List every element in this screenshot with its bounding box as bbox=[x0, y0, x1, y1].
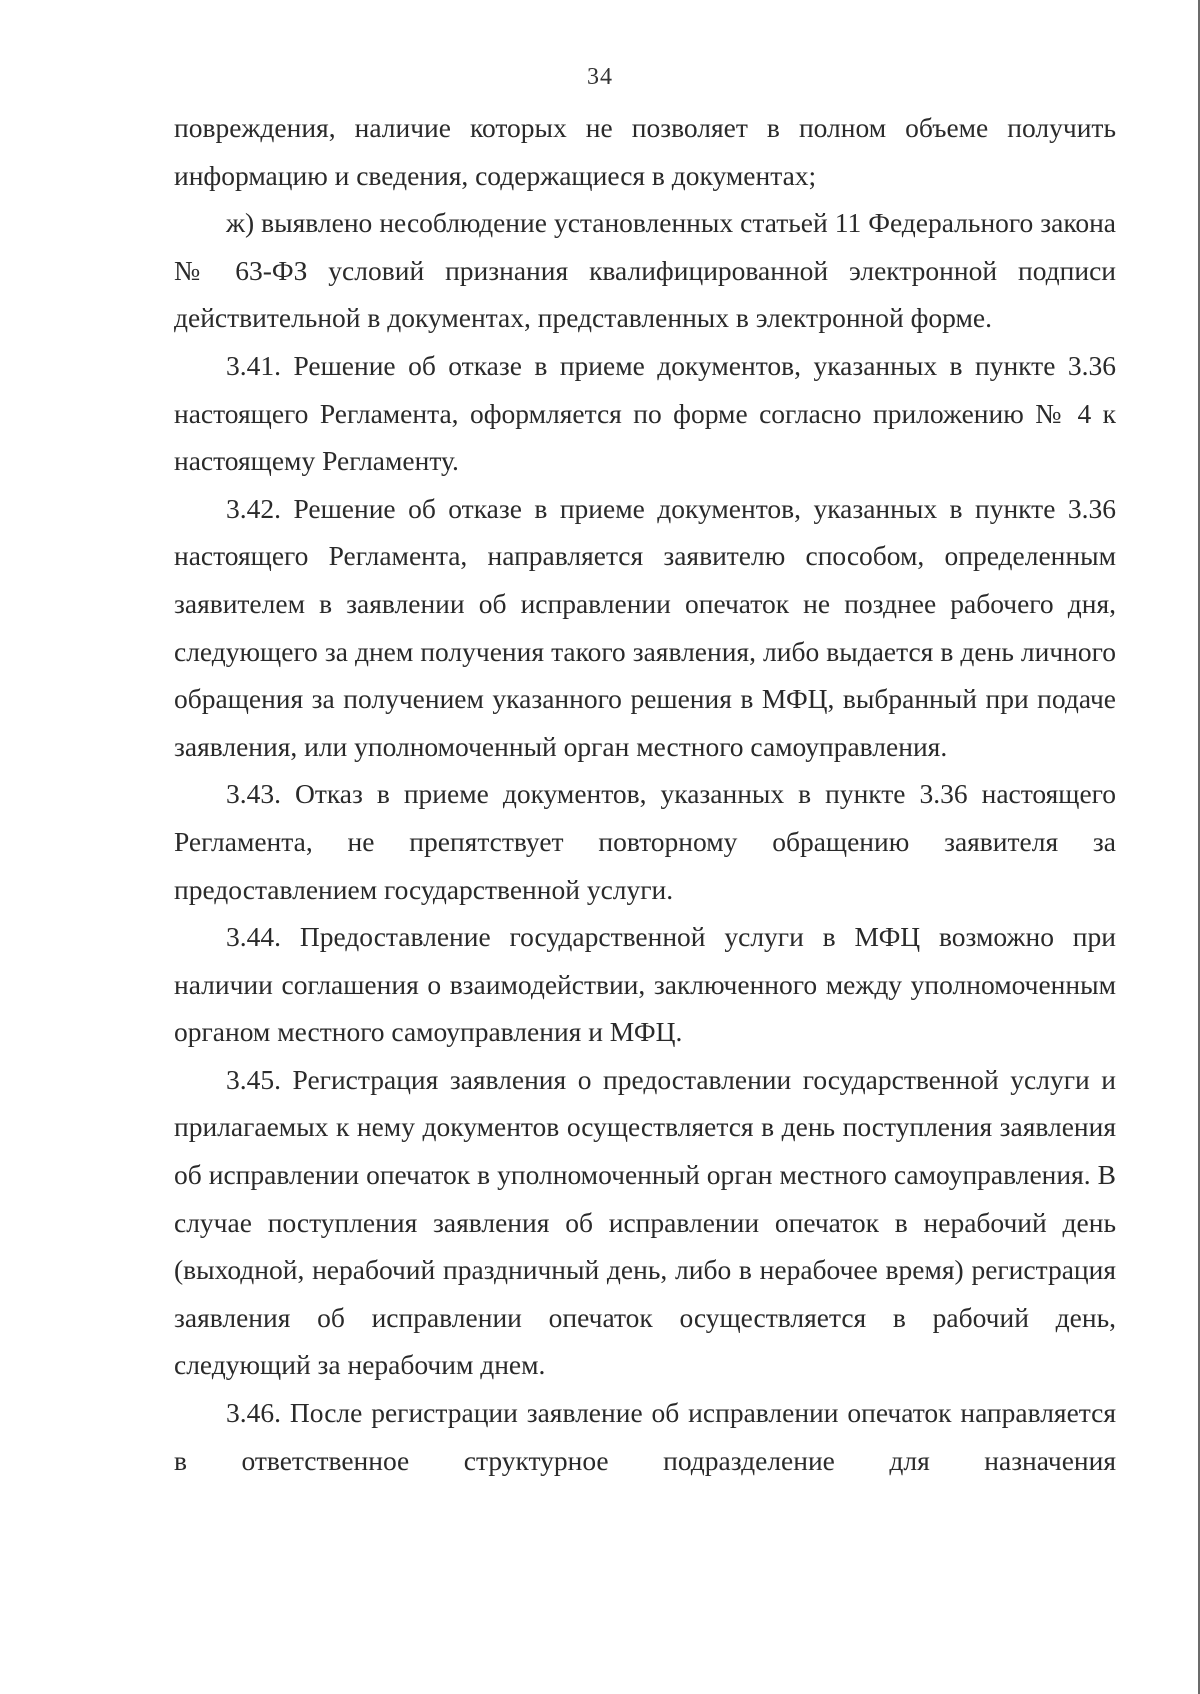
paragraph-3-46: 3.46. После регистрации заявление об исправлении опечаток направляется в ответственное структурное подразделение для назначения bbox=[174, 1397, 1116, 1476]
paragraph-3-41: 3.41. Решение об отказе в приеме документов, указанных в пункте 3.36 настоящего Регламента, оформляется по форме согласно приложению № 4 к настоящему Регламенту. bbox=[174, 349, 1116, 477]
paragraph-3-42: 3.42. Решение об отказе в приеме документов, указанных в пункте 3.36 настоящего Регламента, направляется заявителю способом, определенным заявителем в заявлении об исправлении опечаток не позднее рабочего дня, следующего за днем получения такого заявления, либо выдается в день личного обращения за получением указанного решения в МФЦ, выбранный при подаче заявления, или уполномоченный орган местного самоуправления. bbox=[174, 492, 1116, 762]
paragraph-3-44: 3.44. Предоставление государственной услуги в МФЦ возможно при наличии соглашения о взаимодействии, заключенного между уполномоченным органом местного самоуправления и МФЦ. bbox=[174, 921, 1116, 1048]
paragraph-3-43: 3.43. Отказ в приеме документов, указанных в пункте 3.36 настоящего Регламента, не препятствует повторному обращению заявителя за предоставлением государственной услуги. bbox=[174, 778, 1116, 905]
page-number: 34 bbox=[587, 64, 613, 90]
paragraph-item-zh: ж) выявлено несоблюдение установленных статьей 11 Федерального закона № 63-ФЗ условий признания квалифицированной электронной подписи действительной в документах, представленных в электронной форме. bbox=[174, 207, 1116, 334]
body-text bbox=[174, 104, 1116, 1484]
paragraph-continuation: повреждения, наличие которых не позволяет в полном объеме получить информацию и сведения, содержащиеся в документах; bbox=[174, 112, 1116, 191]
paragraph-3-45: 3.45. Регистрация заявления о предоставлении государственной услуги и прилагаемых к нему документов осуществляется в день поступления заявления об исправлении опечаток в уполномоченный орган местного самоуправления. В случае поступления заявления об исправлении опечаток в нерабочий день (выходной, нерабочий праздничный день, либо в нерабочее время) регистрация заявления об исправлении опечаток осуществляется в рабочий день, следующий за нерабочим днем. bbox=[174, 1063, 1116, 1381]
